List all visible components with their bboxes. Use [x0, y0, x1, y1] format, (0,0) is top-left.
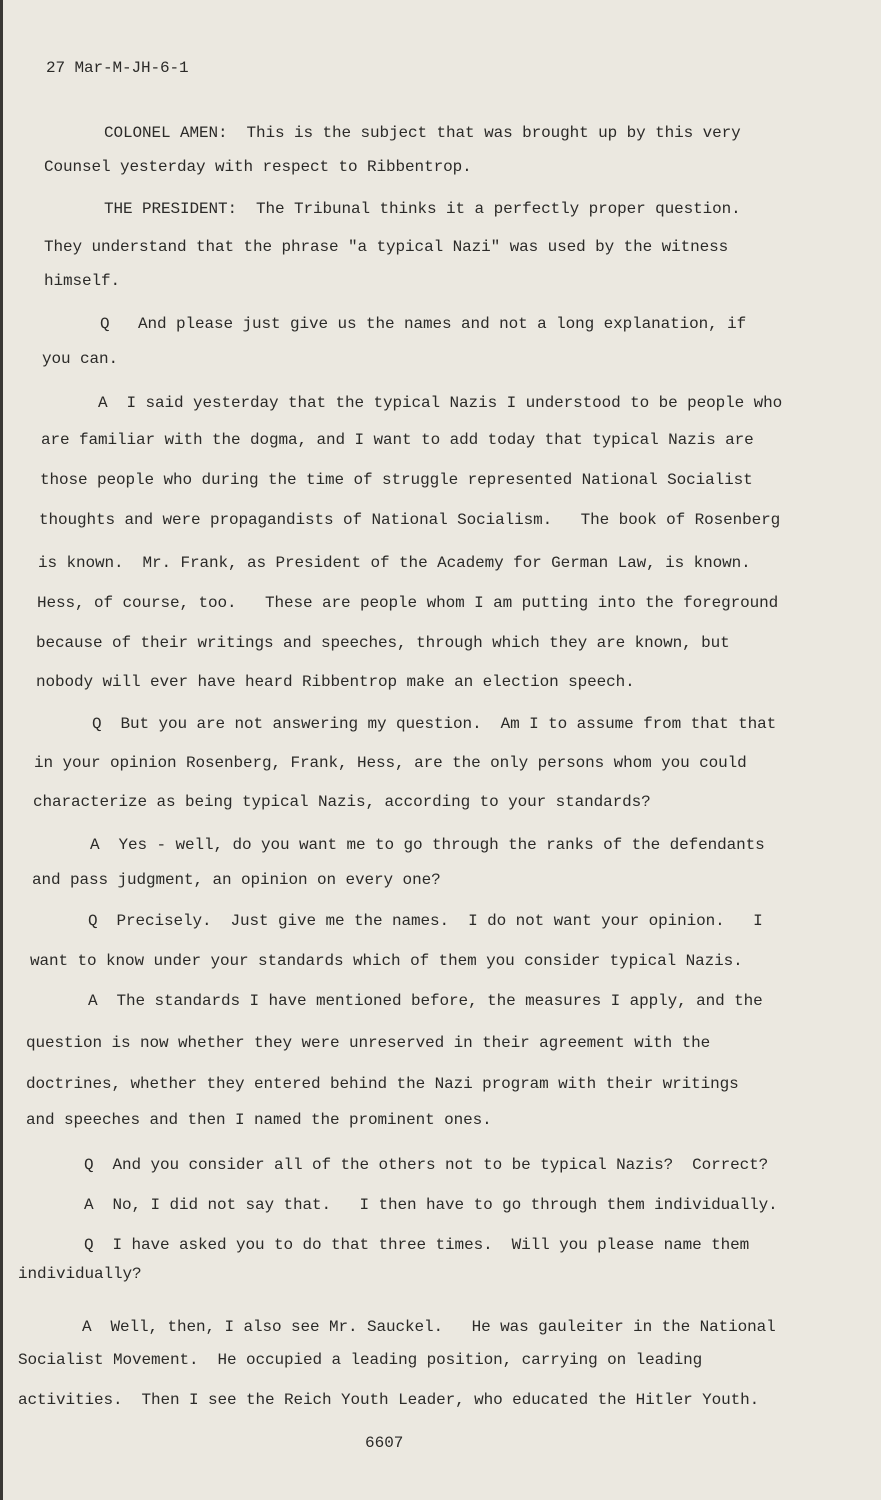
text-line: Counsel yesterday with respect to Ribbentrop. — [44, 158, 472, 176]
text-line: question is now whether they were unreserved in their agreement with the — [26, 1034, 711, 1052]
text-line: Q But you are not answering my question. Am I to assume from that that — [92, 715, 777, 733]
text-line: himself. — [44, 272, 121, 290]
document-header: 27 Mar-M-JH-6-1 — [46, 59, 189, 77]
text-line: those people who during the time of struggle represented National Socialist — [40, 471, 753, 489]
text-line: Socialist Movement. He occupied a leading position, carrying on leading — [18, 1351, 703, 1369]
text-line: and pass judgment, an opinion on every one? — [32, 871, 441, 889]
text-line: A Well, then, I also see Mr. Sauckel. He was gauleiter in the National — [82, 1318, 776, 1336]
text-line: are familiar with the dogma, and I want to add today that typical Nazis are — [41, 431, 754, 449]
text-line: They understand that the phrase "a typical Nazi" was used by the witness — [44, 238, 729, 256]
text-line: Q And please just give us the names and not a long explanation, if — [100, 315, 747, 333]
text-line: characterize as being typical Nazis, according to your standards? — [33, 793, 651, 811]
text-line: Hess, of course, too. These are people whom I am putting into the foreground — [37, 594, 779, 612]
text-line: A No, I did not say that. I then have to go through them individually. — [84, 1196, 778, 1214]
text-line: Q Precisely. Just give me the names. I do not want your opinion. I — [88, 912, 763, 930]
text-line: in your opinion Rosenberg, Frank, Hess, are the only persons whom you could — [34, 754, 747, 772]
text-line: you can. — [42, 350, 119, 368]
text-line: individually? — [18, 1265, 142, 1283]
text-line: and speeches and then I named the prominent ones. — [26, 1111, 492, 1129]
text-line: THE PRESIDENT: The Tribunal thinks it a perfectly proper question. — [104, 200, 741, 218]
page-edge — [0, 0, 3, 1500]
text-line: because of their writings and speeches, through which they are known, but — [36, 634, 730, 652]
page-number: 6607 — [365, 1434, 404, 1452]
text-line: thoughts and were propagandists of National Socialism. The book of Rosenberg — [39, 511, 781, 529]
text-line: A The standards I have mentioned before, the measures I apply, and the — [88, 992, 763, 1010]
text-line: activities. Then I see the Reich Youth Leader, who educated the Hitler Youth. — [18, 1391, 760, 1409]
text-line: A I said yesterday that the typical Nazis I understood to be people who — [98, 394, 783, 412]
text-line: COLONEL AMEN: This is the subject that was brought up by this very — [104, 124, 741, 142]
text-line: want to know under your standards which of them you consider typical Nazis. — [30, 952, 743, 970]
text-line: Q And you consider all of the others not to be typical Nazis? Correct? — [84, 1156, 769, 1174]
text-line: Q I have asked you to do that three times. Will you please name them — [84, 1236, 750, 1254]
text-line: is known. Mr. Frank, as President of the Academy for German Law, is known. — [38, 554, 751, 572]
text-line: doctrines, whether they entered behind the Nazi program with their writings — [26, 1075, 739, 1093]
text-line: nobody will ever have heard Ribbentrop make an election speech. — [36, 673, 635, 691]
text-line: A Yes - well, do you want me to go through the ranks of the defendants — [90, 836, 765, 854]
